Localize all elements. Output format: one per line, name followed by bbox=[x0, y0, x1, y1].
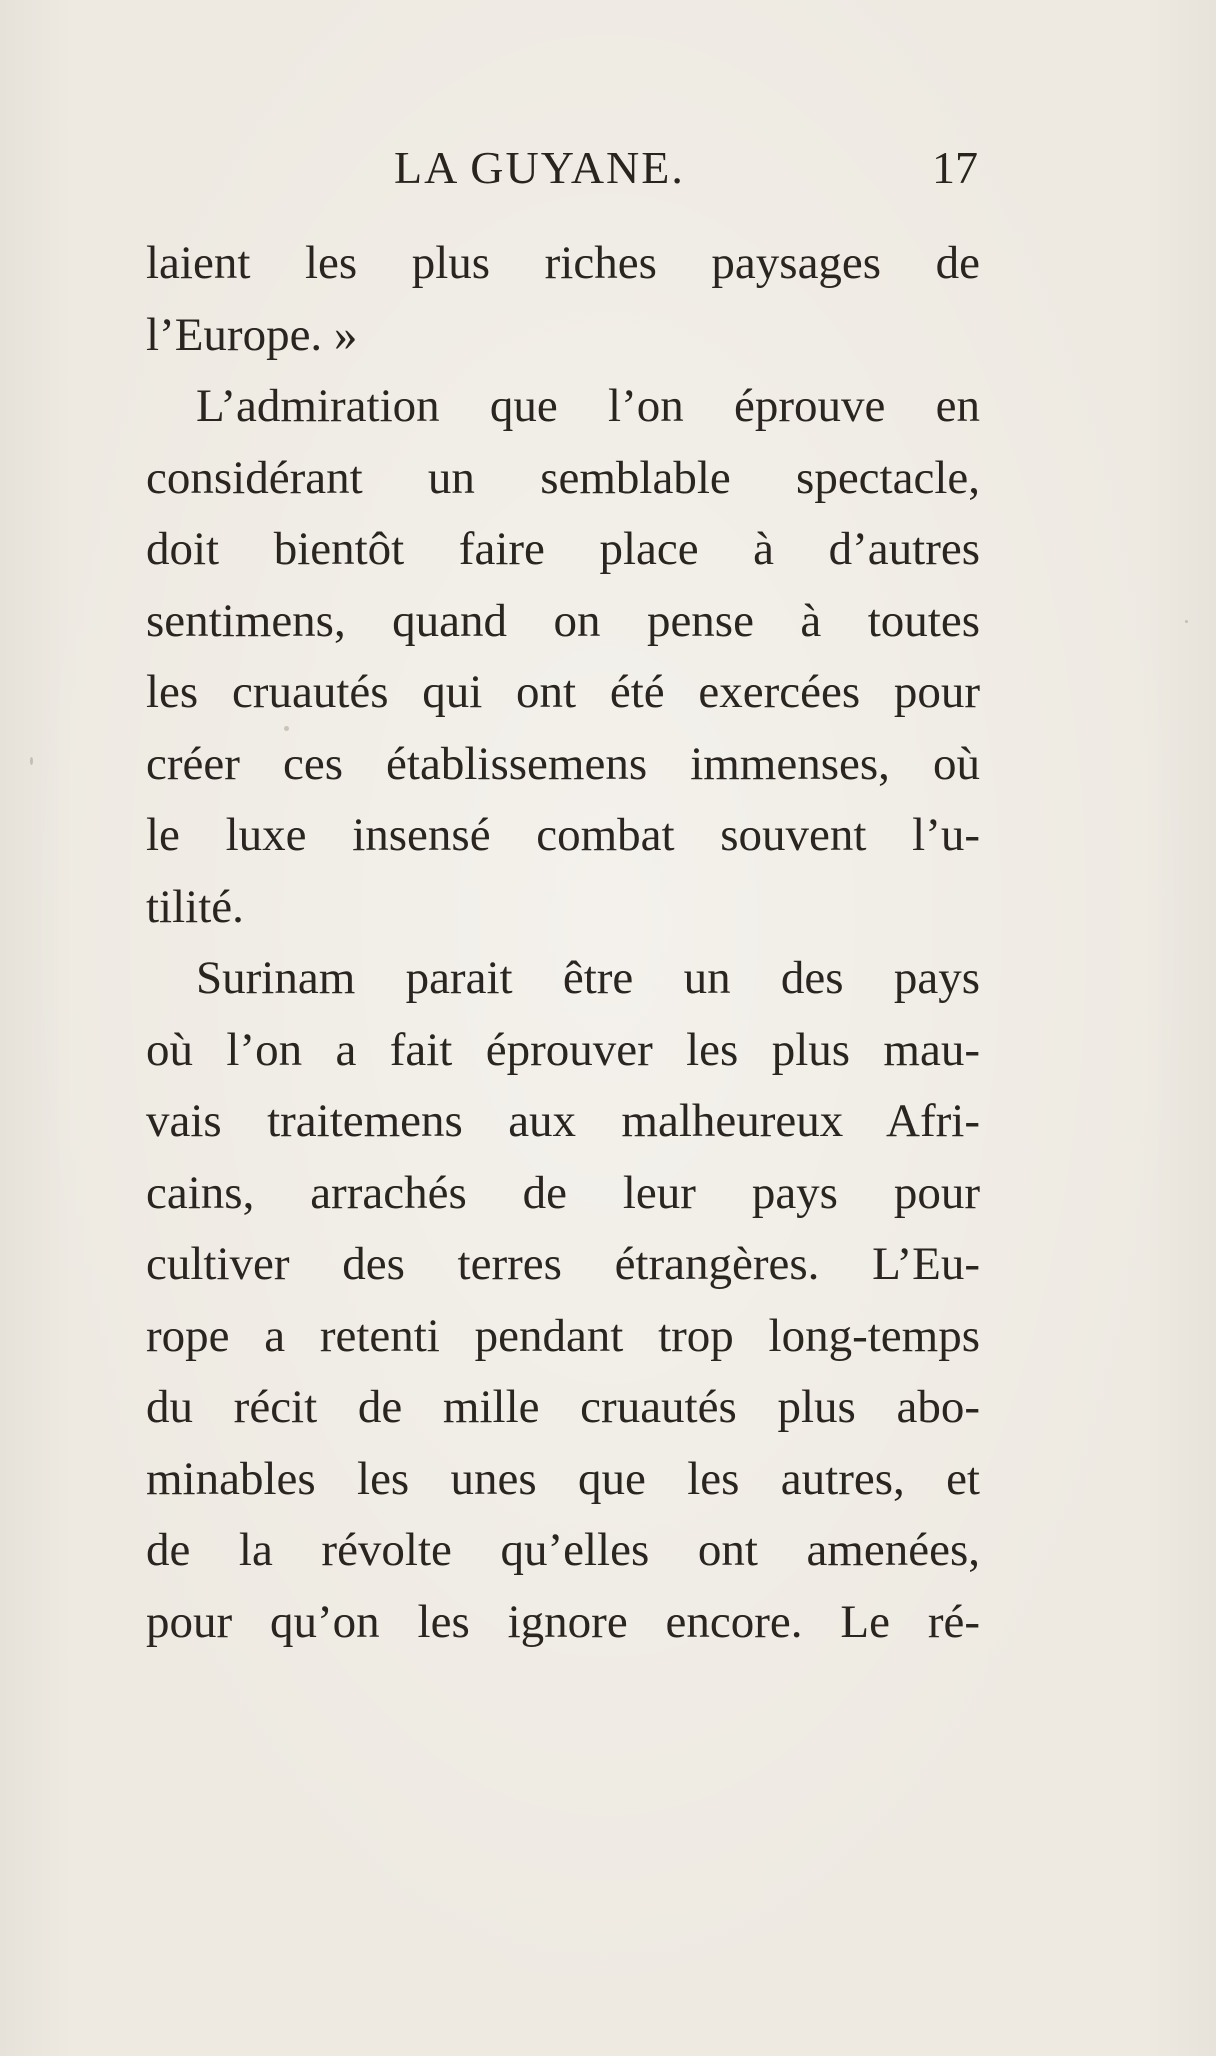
text-line: sentimens, quand on pense à toutes bbox=[146, 594, 980, 647]
text-line: l’Europe. » bbox=[146, 308, 358, 361]
text-line: cultiver des terres étrangères. L’Eu- bbox=[146, 1238, 980, 1290]
paragraph-first-line: L’admiration que l’on éprouve en bbox=[196, 380, 980, 432]
running-head bbox=[148, 138, 978, 198]
paper-speck bbox=[855, 262, 858, 265]
text-line: considérant un semblable spectacle, bbox=[146, 451, 980, 504]
text-line: tilité. bbox=[146, 880, 244, 933]
text-line: rope a retenti pendant trop long-temps bbox=[146, 1309, 980, 1362]
running-title: LA GUYANE. bbox=[394, 142, 685, 193]
page-number: 17 bbox=[932, 142, 978, 193]
paper-speck bbox=[30, 757, 33, 765]
text-line: vais traitemens aux malheureux Afri- bbox=[146, 1095, 980, 1147]
paper-speck bbox=[1185, 620, 1188, 623]
text-line: les cruautés qui ont été exercées pour bbox=[146, 666, 980, 718]
text-line: cains, arrachés de leur pays pour bbox=[146, 1166, 980, 1219]
text-line: pour qu’on les ignore encore. Le ré- bbox=[146, 1595, 980, 1648]
text-line: créer ces établissemens immenses, où bbox=[146, 737, 980, 790]
text-line: doit bientôt faire place à d’autres bbox=[146, 523, 980, 575]
paper-speck bbox=[284, 726, 289, 731]
body-text bbox=[146, 228, 980, 1658]
text-line: minables les unes que les autres, et bbox=[146, 1452, 980, 1505]
text-line: laient les plus riches paysages de bbox=[146, 237, 980, 289]
text-line: où l’on a fait éprouver les plus mau- bbox=[146, 1023, 980, 1076]
text-line: du récit de mille cruautés plus abo- bbox=[146, 1381, 980, 1433]
text-line: le luxe insensé combat souvent l’u- bbox=[146, 809, 980, 861]
text-line: de la révolte qu’elles ont amenées, bbox=[146, 1524, 980, 1576]
paragraph-first-line: Surinam parait être un des pays bbox=[196, 952, 980, 1004]
